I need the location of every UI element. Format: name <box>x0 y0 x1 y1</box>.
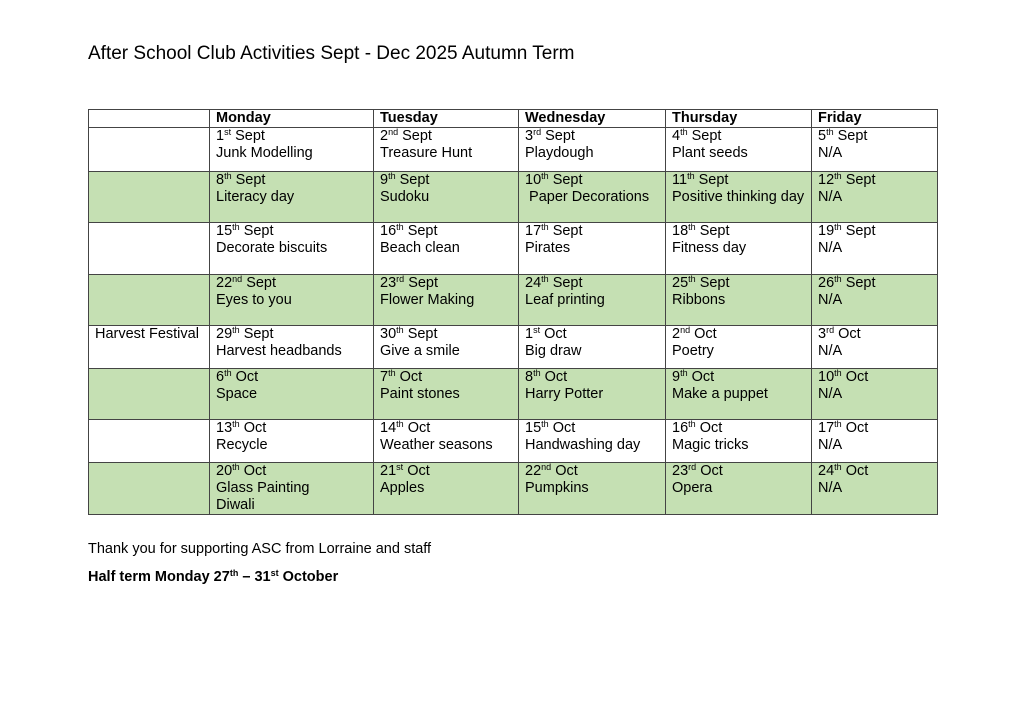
date-month: Oct <box>555 463 578 479</box>
date-line <box>216 369 369 386</box>
cell-tuesday <box>374 463 519 515</box>
activity-name: Recycle <box>216 437 268 453</box>
date-day: 18 <box>672 223 689 239</box>
activity-name: Glass Painting <box>216 480 310 496</box>
cell-tuesday <box>374 172 519 223</box>
date-day: 7 <box>380 369 389 385</box>
date-suffix: th <box>224 368 232 378</box>
cell-monday <box>210 223 374 275</box>
activity-name: Weather seasons <box>380 437 493 453</box>
activity-name: Leaf printing <box>525 292 605 308</box>
activity-name: Pumpkins <box>525 480 589 496</box>
date-line <box>672 369 807 386</box>
date-day: 24 <box>525 275 542 291</box>
date-month: Oct <box>694 326 717 342</box>
date-suffix: th <box>396 222 404 232</box>
row-label <box>89 420 210 463</box>
date-month: Sept <box>699 275 730 291</box>
row-label <box>89 223 210 275</box>
cell-monday <box>210 463 374 515</box>
activity-name: Harry Potter <box>525 386 604 402</box>
date-month: Sept <box>845 275 876 291</box>
header-wednesday: Wednesday <box>519 110 666 128</box>
date-line <box>672 128 807 145</box>
cell-thursday <box>666 172 812 223</box>
cell-thursday <box>666 223 812 275</box>
table-row <box>89 223 938 275</box>
date-suffix: st <box>224 127 232 137</box>
activity-name: N/A <box>818 292 843 308</box>
date-suffix: th <box>232 419 240 429</box>
activity-name: Make a puppet <box>672 386 768 402</box>
date-line <box>216 128 369 145</box>
activity-name: Sudoku <box>380 189 430 205</box>
table-row <box>89 172 938 223</box>
date-suffix: th <box>396 419 404 429</box>
date-line <box>818 369 933 386</box>
cell-wednesday <box>519 172 666 223</box>
date-day: 29 <box>216 326 233 342</box>
date-month: Sept <box>552 275 583 291</box>
activity-name: N/A <box>818 145 843 161</box>
half-term-sup1: th <box>229 568 239 578</box>
date-day: 19 <box>818 223 835 239</box>
date-suffix: th <box>541 274 549 284</box>
date-day: 3 <box>525 128 534 144</box>
activity-name: Apples <box>380 480 425 496</box>
schedule-body <box>89 128 938 515</box>
date-suffix: th <box>834 368 842 378</box>
date-day: 5 <box>818 128 827 144</box>
date-day: 22 <box>216 275 233 291</box>
date-month: Oct <box>552 420 576 436</box>
activity-name: Ribbons <box>672 292 726 308</box>
date-line <box>216 420 369 437</box>
date-month: Oct <box>235 369 259 385</box>
date-day: 16 <box>672 420 689 436</box>
header-thursday: Thursday <box>666 110 812 128</box>
date-line <box>525 172 661 189</box>
date-suffix: th <box>834 419 842 429</box>
date-suffix: th <box>541 171 549 181</box>
date-line <box>672 326 807 343</box>
date-day: 21 <box>380 463 397 479</box>
cell-friday <box>812 128 938 172</box>
date-line <box>818 172 933 189</box>
date-day: 1 <box>525 326 534 342</box>
cell-friday <box>812 172 938 223</box>
date-month: Oct <box>691 369 715 385</box>
date-day: 8 <box>216 172 225 188</box>
date-line <box>818 275 933 292</box>
cell-monday <box>210 128 374 172</box>
date-month: Oct <box>699 420 723 436</box>
date-line <box>380 326 514 343</box>
cell-monday <box>210 275 374 326</box>
thanks-note: Thank you for supporting ASC from Lorraine and staff <box>88 541 432 557</box>
activity-name: Eyes to you <box>216 292 292 308</box>
date-month: Sept <box>407 326 438 342</box>
date-day: 15 <box>216 223 233 239</box>
date-day: 9 <box>672 369 681 385</box>
date-suffix: th <box>687 171 695 181</box>
cell-monday <box>210 369 374 420</box>
date-month: Sept <box>698 172 729 188</box>
activity-name: Big draw <box>525 343 582 359</box>
activity-name: Fitness day <box>672 240 747 256</box>
activity-name: Poetry <box>672 343 714 359</box>
date-suffix: rd <box>396 274 405 284</box>
schedule-table <box>88 109 938 515</box>
activity-name: Magic tricks <box>672 437 749 453</box>
half-term-note <box>88 569 338 585</box>
date-line <box>216 223 369 240</box>
date-suffix: th <box>541 222 549 232</box>
date-suffix: rd <box>826 325 835 335</box>
date-month: Oct <box>243 420 267 436</box>
date-day: 12 <box>818 172 835 188</box>
date-suffix: th <box>834 222 842 232</box>
cell-monday <box>210 420 374 463</box>
activity-name: Give a smile <box>380 343 460 359</box>
date-month: Oct <box>243 463 267 479</box>
activity-name: Space <box>216 386 258 402</box>
activity-name: Harvest headbands <box>216 343 342 359</box>
date-month: Sept <box>552 223 583 239</box>
date-day: 17 <box>818 420 835 436</box>
header-monday: Monday <box>210 110 374 128</box>
date-line <box>525 275 661 292</box>
date-suffix: th <box>232 325 240 335</box>
date-line <box>380 369 514 386</box>
date-day: 9 <box>380 172 389 188</box>
date-line <box>525 463 661 480</box>
date-line <box>672 463 807 480</box>
date-month: Oct <box>399 369 423 385</box>
cell-friday <box>812 369 938 420</box>
table-row <box>89 128 938 172</box>
cell-monday <box>210 172 374 223</box>
cell-thursday <box>666 326 812 369</box>
table-row <box>89 420 938 463</box>
activity-name: N/A <box>818 437 843 453</box>
date-day: 14 <box>380 420 397 436</box>
date-suffix: nd <box>680 325 691 335</box>
date-month: Sept <box>691 128 722 144</box>
date-day: 13 <box>216 420 233 436</box>
date-day: 30 <box>380 326 397 342</box>
date-month: Sept <box>837 128 868 144</box>
date-month: Oct <box>407 420 431 436</box>
date-suffix: rd <box>688 462 697 472</box>
cell-friday <box>812 420 938 463</box>
row-label <box>89 369 210 420</box>
date-month: Sept <box>845 172 876 188</box>
cell-tuesday <box>374 128 519 172</box>
activity-name: N/A <box>818 343 843 359</box>
date-suffix: st <box>533 325 541 335</box>
date-suffix: nd <box>388 127 399 137</box>
row-label: Harvest Festival <box>89 326 210 369</box>
date-suffix: th <box>688 222 696 232</box>
cell-friday <box>812 326 938 369</box>
activity-name: Flower Making <box>380 292 475 308</box>
date-month: Oct <box>845 369 869 385</box>
date-suffix: th <box>680 368 688 378</box>
cell-wednesday <box>519 223 666 275</box>
cell-thursday <box>666 275 812 326</box>
activity-name: Decorate biscuits <box>216 240 328 256</box>
activity-name: Treasure Hunt <box>380 145 473 161</box>
date-day: 3 <box>818 326 827 342</box>
date-day: 23 <box>672 463 689 479</box>
activity-name: Beach clean <box>380 240 460 256</box>
date-line <box>380 420 514 437</box>
activity-name: N/A <box>818 386 843 402</box>
date-month: Oct <box>845 463 869 479</box>
activity-name: Literacy day <box>216 189 295 205</box>
cell-friday <box>812 275 938 326</box>
cell-tuesday <box>374 420 519 463</box>
cell-wednesday <box>519 369 666 420</box>
table-row <box>89 275 938 326</box>
activity-name: Handwashing day <box>525 437 641 453</box>
activity-name: Plant seeds <box>672 145 748 161</box>
date-suffix: th <box>688 419 696 429</box>
date-month: Sept <box>407 223 438 239</box>
activity-name: Positive thinking day <box>672 189 805 205</box>
date-line <box>525 369 661 386</box>
date-day: 2 <box>672 326 681 342</box>
date-month: Sept <box>235 172 266 188</box>
date-month: Sept <box>552 172 583 188</box>
date-suffix: st <box>396 462 404 472</box>
row-label <box>89 463 210 515</box>
half-term-sup2: st <box>270 568 279 578</box>
date-line <box>525 420 661 437</box>
date-month: Oct <box>838 326 861 342</box>
date-line <box>672 172 807 189</box>
date-month: Sept <box>246 275 277 291</box>
activity-name: Pirates <box>525 240 571 256</box>
date-month: Sept <box>845 223 876 239</box>
date-line <box>380 223 514 240</box>
header-friday: Friday <box>812 110 938 128</box>
date-month: Sept <box>243 223 274 239</box>
date-day: 16 <box>380 223 397 239</box>
cell-tuesday <box>374 223 519 275</box>
date-suffix: th <box>541 419 549 429</box>
date-day: 11 <box>672 172 688 188</box>
cell-tuesday <box>374 275 519 326</box>
header-blank <box>89 110 210 128</box>
date-line <box>672 223 807 240</box>
table-row <box>89 463 938 515</box>
date-day: 24 <box>818 463 835 479</box>
date-suffix: th <box>232 462 240 472</box>
date-line <box>216 275 369 292</box>
date-line <box>818 223 933 240</box>
header-row <box>89 110 938 128</box>
date-line <box>818 128 933 145</box>
activity-name: N/A <box>818 480 843 496</box>
date-day: 8 <box>525 369 534 385</box>
date-month: Oct <box>407 463 430 479</box>
date-suffix: th <box>388 171 396 181</box>
date-suffix: rd <box>533 127 542 137</box>
date-day: 6 <box>216 369 225 385</box>
header-tuesday: Tuesday <box>374 110 519 128</box>
date-day: 15 <box>525 420 542 436</box>
date-suffix: th <box>834 462 842 472</box>
date-suffix: th <box>224 171 232 181</box>
date-line <box>818 420 933 437</box>
date-suffix: nd <box>232 274 243 284</box>
page-title: After School Club Activities Sept - Dec 2025 Autumn Term <box>88 43 575 64</box>
activity-name: N/A <box>818 189 843 205</box>
date-suffix: th <box>834 171 842 181</box>
date-day: 4 <box>672 128 681 144</box>
date-month: Sept <box>402 128 432 144</box>
date-line <box>380 172 514 189</box>
date-line <box>380 463 514 480</box>
activity-name: Paint stones <box>380 386 460 402</box>
row-label <box>89 172 210 223</box>
date-line <box>672 420 807 437</box>
date-suffix: th <box>533 368 541 378</box>
date-suffix: th <box>232 222 240 232</box>
cell-wednesday <box>519 420 666 463</box>
date-line <box>672 275 807 292</box>
cell-friday <box>812 223 938 275</box>
activity-extra: Diwali <box>216 497 255 513</box>
date-line <box>818 463 933 480</box>
activity-name: Playdough <box>525 145 594 161</box>
row-label <box>89 128 210 172</box>
date-month: Oct <box>544 326 567 342</box>
date-line <box>525 128 661 145</box>
date-month: Oct <box>544 369 568 385</box>
date-line <box>380 275 514 292</box>
date-suffix: th <box>826 127 834 137</box>
cell-wednesday <box>519 463 666 515</box>
activity-name: Junk Modelling <box>216 145 313 161</box>
half-term-mid: – 31 <box>238 569 271 585</box>
date-month: Sept <box>699 223 730 239</box>
date-suffix: th <box>834 274 842 284</box>
table-row <box>89 326 938 369</box>
cell-wednesday <box>519 275 666 326</box>
row-label <box>89 275 210 326</box>
cell-thursday <box>666 420 812 463</box>
date-day: 26 <box>818 275 835 291</box>
cell-tuesday <box>374 369 519 420</box>
activity-name: N/A <box>818 240 843 256</box>
date-day: 17 <box>525 223 542 239</box>
date-month: Sept <box>399 172 430 188</box>
activity-name: Opera <box>672 480 713 496</box>
date-month: Sept <box>545 128 575 144</box>
date-month: Oct <box>700 463 723 479</box>
date-line <box>525 326 661 343</box>
date-month: Sept <box>243 326 274 342</box>
cell-thursday <box>666 369 812 420</box>
cell-wednesday <box>519 326 666 369</box>
half-term-suffix: October <box>278 569 339 585</box>
date-line <box>818 326 933 343</box>
date-suffix: nd <box>541 462 552 472</box>
date-month: Sept <box>408 275 439 291</box>
date-month: Sept <box>235 128 265 144</box>
cell-friday <box>812 463 938 515</box>
cell-monday <box>210 326 374 369</box>
date-day: 20 <box>216 463 233 479</box>
date-day: 10 <box>525 172 542 188</box>
date-line <box>525 223 661 240</box>
table-row <box>89 369 938 420</box>
date-day: 23 <box>380 275 397 291</box>
date-line <box>216 326 369 343</box>
cell-tuesday <box>374 326 519 369</box>
date-day: 10 <box>818 369 835 385</box>
cell-thursday <box>666 463 812 515</box>
cell-thursday <box>666 128 812 172</box>
date-month: Oct <box>845 420 869 436</box>
date-day: 22 <box>525 463 542 479</box>
activity-name: Paper Decorations <box>525 189 650 205</box>
date-suffix: th <box>388 368 396 378</box>
date-suffix: th <box>680 127 688 137</box>
date-day: 2 <box>380 128 389 144</box>
cell-wednesday <box>519 128 666 172</box>
date-suffix: th <box>688 274 696 284</box>
date-line <box>216 172 369 189</box>
date-day: 1 <box>216 128 225 144</box>
date-line <box>380 128 514 145</box>
half-term-prefix: Half term Monday 27 <box>88 569 230 585</box>
date-suffix: th <box>396 325 404 335</box>
date-day: 25 <box>672 275 689 291</box>
date-line <box>216 463 369 480</box>
